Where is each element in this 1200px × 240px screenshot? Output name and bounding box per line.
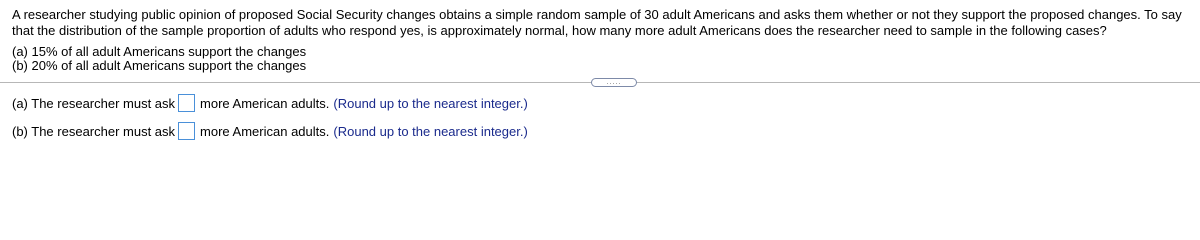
question-text: A researcher studying public opinion of proposed Social Security changes obtains a simple random sample of 30 adult Americans and asks them whether or not they support the proposed changes. To say that the distribution of the sample proportion of adults who respond yes, is approximately normal, how many more adult Americans does the researcher need to sample in the following cases?	[12, 7, 1182, 38]
case-list	[12, 45, 306, 73]
answer-a-suffix: more American adults.	[200, 95, 330, 111]
answer-b-suffix: more American adults.	[200, 123, 330, 139]
answer-a-prefix: (a) The researcher must ask	[12, 95, 176, 111]
answer-b-prefix: (b) The researcher must ask	[12, 123, 176, 139]
answer-b-input[interactable]	[178, 122, 195, 140]
answer-a-input[interactable]	[178, 94, 195, 112]
answer-row-b	[12, 120, 528, 142]
expand-more-button[interactable]: .....	[591, 78, 637, 87]
case-b: (b) 20% of all adult Americans support the changes	[12, 58, 307, 73]
answer-b-hint: (Round up to the nearest integer.)	[333, 123, 528, 139]
answer-a-hint: (Round up to the nearest integer.)	[333, 95, 528, 111]
case-a: (a) 15% of all adult Americans support the changes	[12, 44, 307, 59]
answer-row-a	[12, 92, 528, 114]
